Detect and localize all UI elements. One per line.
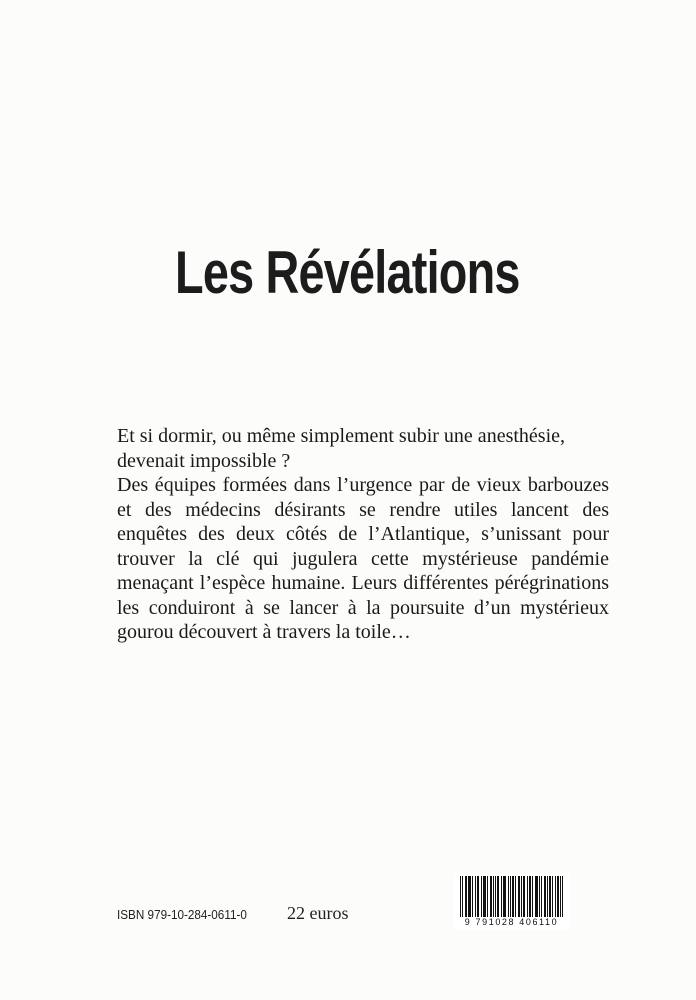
barcode-bar bbox=[481, 876, 482, 918]
blurb-paragraph-2: Des équipes formées dans l’urgence par de vieux barbouzes et des médecins désirants se rendre utiles lancent des enquêtes des deux côtés de l’Atlantique, s’unissant pour trouver la clé qui jugulera cette mystérieuse pandémie menaçant l’espèce humaine. Leurs différentes pérégrinations les conduiront à se lancer à la poursuite d’un mystérieux gourou découvert à travers la toile… bbox=[117, 474, 609, 643]
book-title: Les Révélations bbox=[175, 239, 520, 306]
barcode-bar bbox=[513, 876, 514, 918]
barcode-bar bbox=[490, 876, 491, 918]
barcode-bar bbox=[529, 876, 530, 918]
barcode-bar bbox=[537, 876, 538, 918]
barcode-bar bbox=[555, 876, 556, 918]
barcode-bar bbox=[527, 876, 528, 918]
barcode-bar bbox=[484, 876, 485, 918]
blurb-line-1: Et si dormir, ou même simplement subir une anesthésie, bbox=[117, 425, 565, 447]
barcode-bar bbox=[545, 876, 546, 918]
barcode-bar bbox=[539, 876, 540, 918]
barcode-bar bbox=[498, 876, 499, 918]
barcode-bar bbox=[544, 876, 545, 918]
barcode-bar bbox=[541, 876, 542, 918]
barcode-bar bbox=[508, 876, 509, 918]
barcode bbox=[453, 874, 570, 930]
barcode-bar bbox=[518, 876, 519, 918]
barcode-bar bbox=[530, 876, 531, 918]
barcode-bar bbox=[552, 876, 553, 918]
barcode-bar bbox=[466, 876, 467, 918]
barcode-bar bbox=[497, 876, 498, 918]
barcode-bar bbox=[501, 876, 502, 918]
barcode-digits: 9 791028 406110 bbox=[453, 917, 570, 927]
barcode-bar bbox=[515, 876, 516, 918]
back-cover-blurb bbox=[117, 424, 609, 645]
barcode-bar bbox=[493, 876, 494, 918]
barcode-bar bbox=[487, 876, 488, 918]
barcode-bar bbox=[468, 876, 469, 918]
barcode-bar bbox=[549, 876, 550, 918]
barcode-bar bbox=[524, 876, 525, 918]
barcode-bar bbox=[523, 876, 524, 918]
barcode-bar bbox=[470, 876, 471, 918]
barcode-bar bbox=[536, 876, 537, 918]
barcode-bar bbox=[550, 876, 551, 918]
price-label: 22 euros bbox=[287, 903, 349, 923]
barcode-bar bbox=[547, 876, 548, 918]
barcode-bar bbox=[483, 876, 484, 918]
barcode-bar bbox=[505, 876, 506, 918]
barcode-bar bbox=[521, 876, 522, 918]
barcode-bar bbox=[504, 876, 505, 918]
barcode-bar bbox=[475, 876, 476, 918]
barcode-bar bbox=[495, 876, 496, 918]
barcode-bar bbox=[535, 876, 536, 918]
barcode-bar bbox=[477, 876, 478, 918]
barcode-bar bbox=[491, 876, 492, 918]
barcode-bar bbox=[472, 876, 473, 918]
barcode-bar bbox=[519, 876, 520, 918]
barcode-bar bbox=[469, 876, 470, 918]
barcode-bar bbox=[478, 876, 479, 918]
barcode-bar bbox=[465, 876, 466, 918]
blurb-line-2: devenait impossible ? bbox=[117, 449, 291, 472]
barcode-bar bbox=[558, 876, 559, 918]
barcode-bar bbox=[557, 876, 558, 918]
barcode-bar bbox=[503, 876, 504, 918]
isbn-number: ISBN 979-10-284-0611-0 bbox=[117, 907, 247, 922]
barcode-bar bbox=[485, 876, 486, 918]
barcode-bar bbox=[532, 876, 533, 918]
